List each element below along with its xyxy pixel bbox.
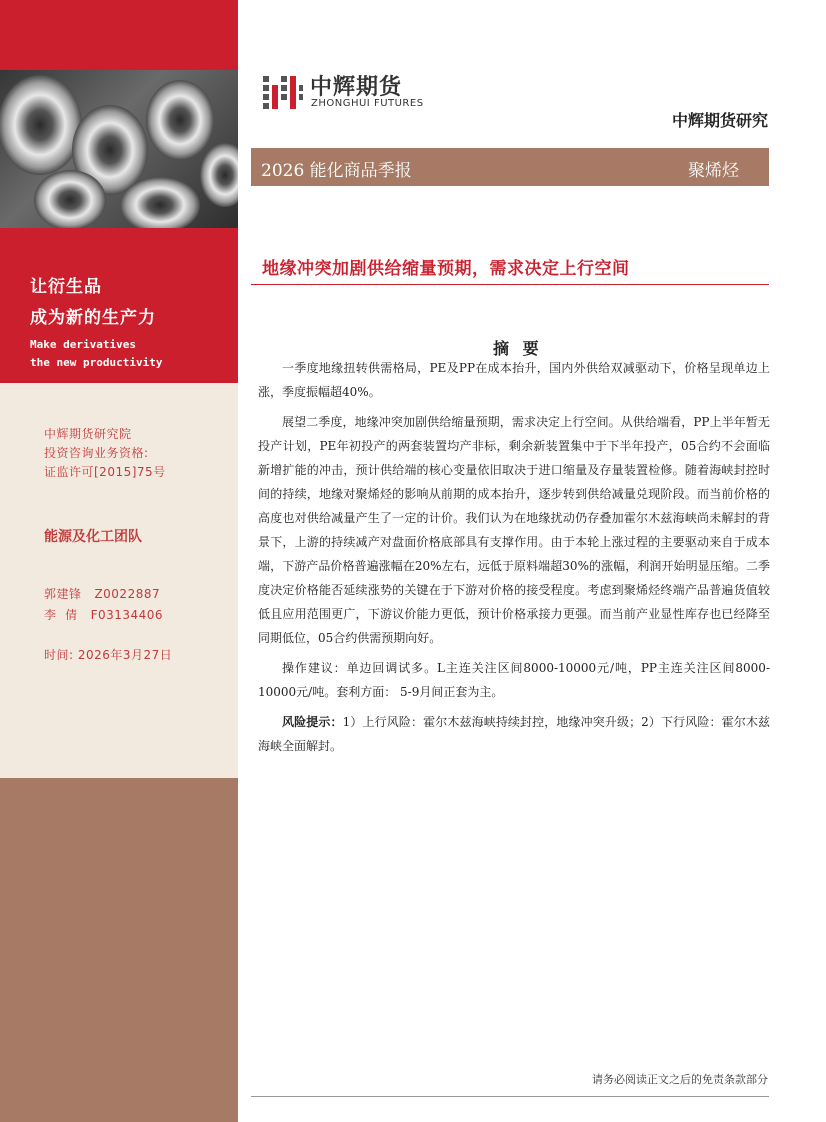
abstract-paragraph-2: 展望二季度，地缘冲突加剧供给缩量预期，需求决定上行空间。从供给端看，PP上半年暂无投产计划，PE年初投产的两套装置均产非标，剩余新装置集中于下半年投产，05合约不会面临新增扩能的冲击，预计供给端的核心变量依旧取决于进口缩量及存量装置检修。随着海峡封控时间的持续，地缘对聚烯烃的影响从前期的成本抬升，逐步转到供给减量兑现阶段。而当前价格的高度也对供给减量产生了一定的计价。我们认为在地缘扰动仍存叠加霍尔木兹海峡尚未解封的背景下，上游的持续减产对盘面价格底部具有支撑作用。由于本轮上涨过程的主要驱动来自于成本端，下游产品价格普遍涨幅在20%左右，远低于原料端超30%的涨幅，利润开始明显压缩。二季度决定价格能否延续涨势的关键在于下游对价格的接受程度。考虑到聚烯烃终端产品普遍货值较低且应用范围更广，下游议价能力更低，预计价格承接力更强。而当前产业显性库存也已经降至同期低位，05合约供需预期向好。 — [258, 415, 770, 645]
slogan-cn-line1: 让衍生品 — [30, 277, 102, 297]
sidebar-footer-panel — [0, 778, 238, 1122]
abstract-title: 摘 要 — [493, 339, 543, 358]
slogan-en-line2: the new productivity — [30, 356, 163, 369]
abstract-paragraph-3: 操作建议：单边回调试多。L主连关注区间8000-10000元/吨，PP主连关注区间8000-10000元/吨。套利方面： 5-9月间正套为主。 — [258, 661, 770, 699]
analyst-2: 李 倩 F03134406 — [44, 608, 164, 622]
slogan-cn-line2: 成为新的生产力 — [30, 308, 156, 328]
abstract-paragraph-1: 一季度地缘扭转供需格局，PE及PP在成本抬升，国内外供给双减驱动下，价格呈现单边上涨，季度振幅超40%。 — [258, 361, 770, 399]
info-panel — [0, 383, 238, 778]
risk-paragraph — [258, 710, 770, 758]
logo-mark-icon — [263, 72, 303, 112]
risk-label: 风险提示： — [282, 715, 343, 729]
analyst-1: 郭建锋 Z0022887 — [44, 587, 161, 601]
report-sector: 聚烯烃 — [688, 161, 739, 181]
logo-english-name: ZHONGHUI FUTURES — [311, 98, 424, 109]
report-headline: 地缘冲突加剧供给缩量预期，需求决定上行空间 — [262, 259, 630, 279]
research-org: 中辉期货研究 — [671, 111, 768, 130]
report-date: 时间: 2026年3月27日 — [44, 648, 173, 662]
abstract-body — [258, 356, 770, 764]
team-name: 能源及化工团队 — [44, 529, 142, 545]
qualification-label: 投资咨询业务资格: — [44, 446, 149, 460]
slogan-en-line1: Make derivatives — [30, 338, 136, 351]
footer-divider — [251, 1096, 769, 1097]
report-series: 2026 能化商品季报 — [261, 161, 412, 181]
headline-divider — [251, 284, 769, 285]
institute-name: 中辉期货研究院 — [44, 427, 132, 441]
logo-chinese-name: 中辉期货 — [310, 75, 403, 100]
sidebar — [0, 0, 238, 1122]
disclaimer-note: 请务必阅读正文之后的免责条款部分 — [592, 1073, 768, 1086]
steel-coils-image — [0, 0, 238, 228]
license-number: 证监许可[2015]75号 — [44, 465, 166, 479]
risk-text: 1）上行风险：霍尔木兹海峡持续封控，地缘冲突升级；2）下行风险：霍尔木兹海峡全面解封。 — [258, 715, 770, 753]
report-title-band — [251, 148, 769, 186]
